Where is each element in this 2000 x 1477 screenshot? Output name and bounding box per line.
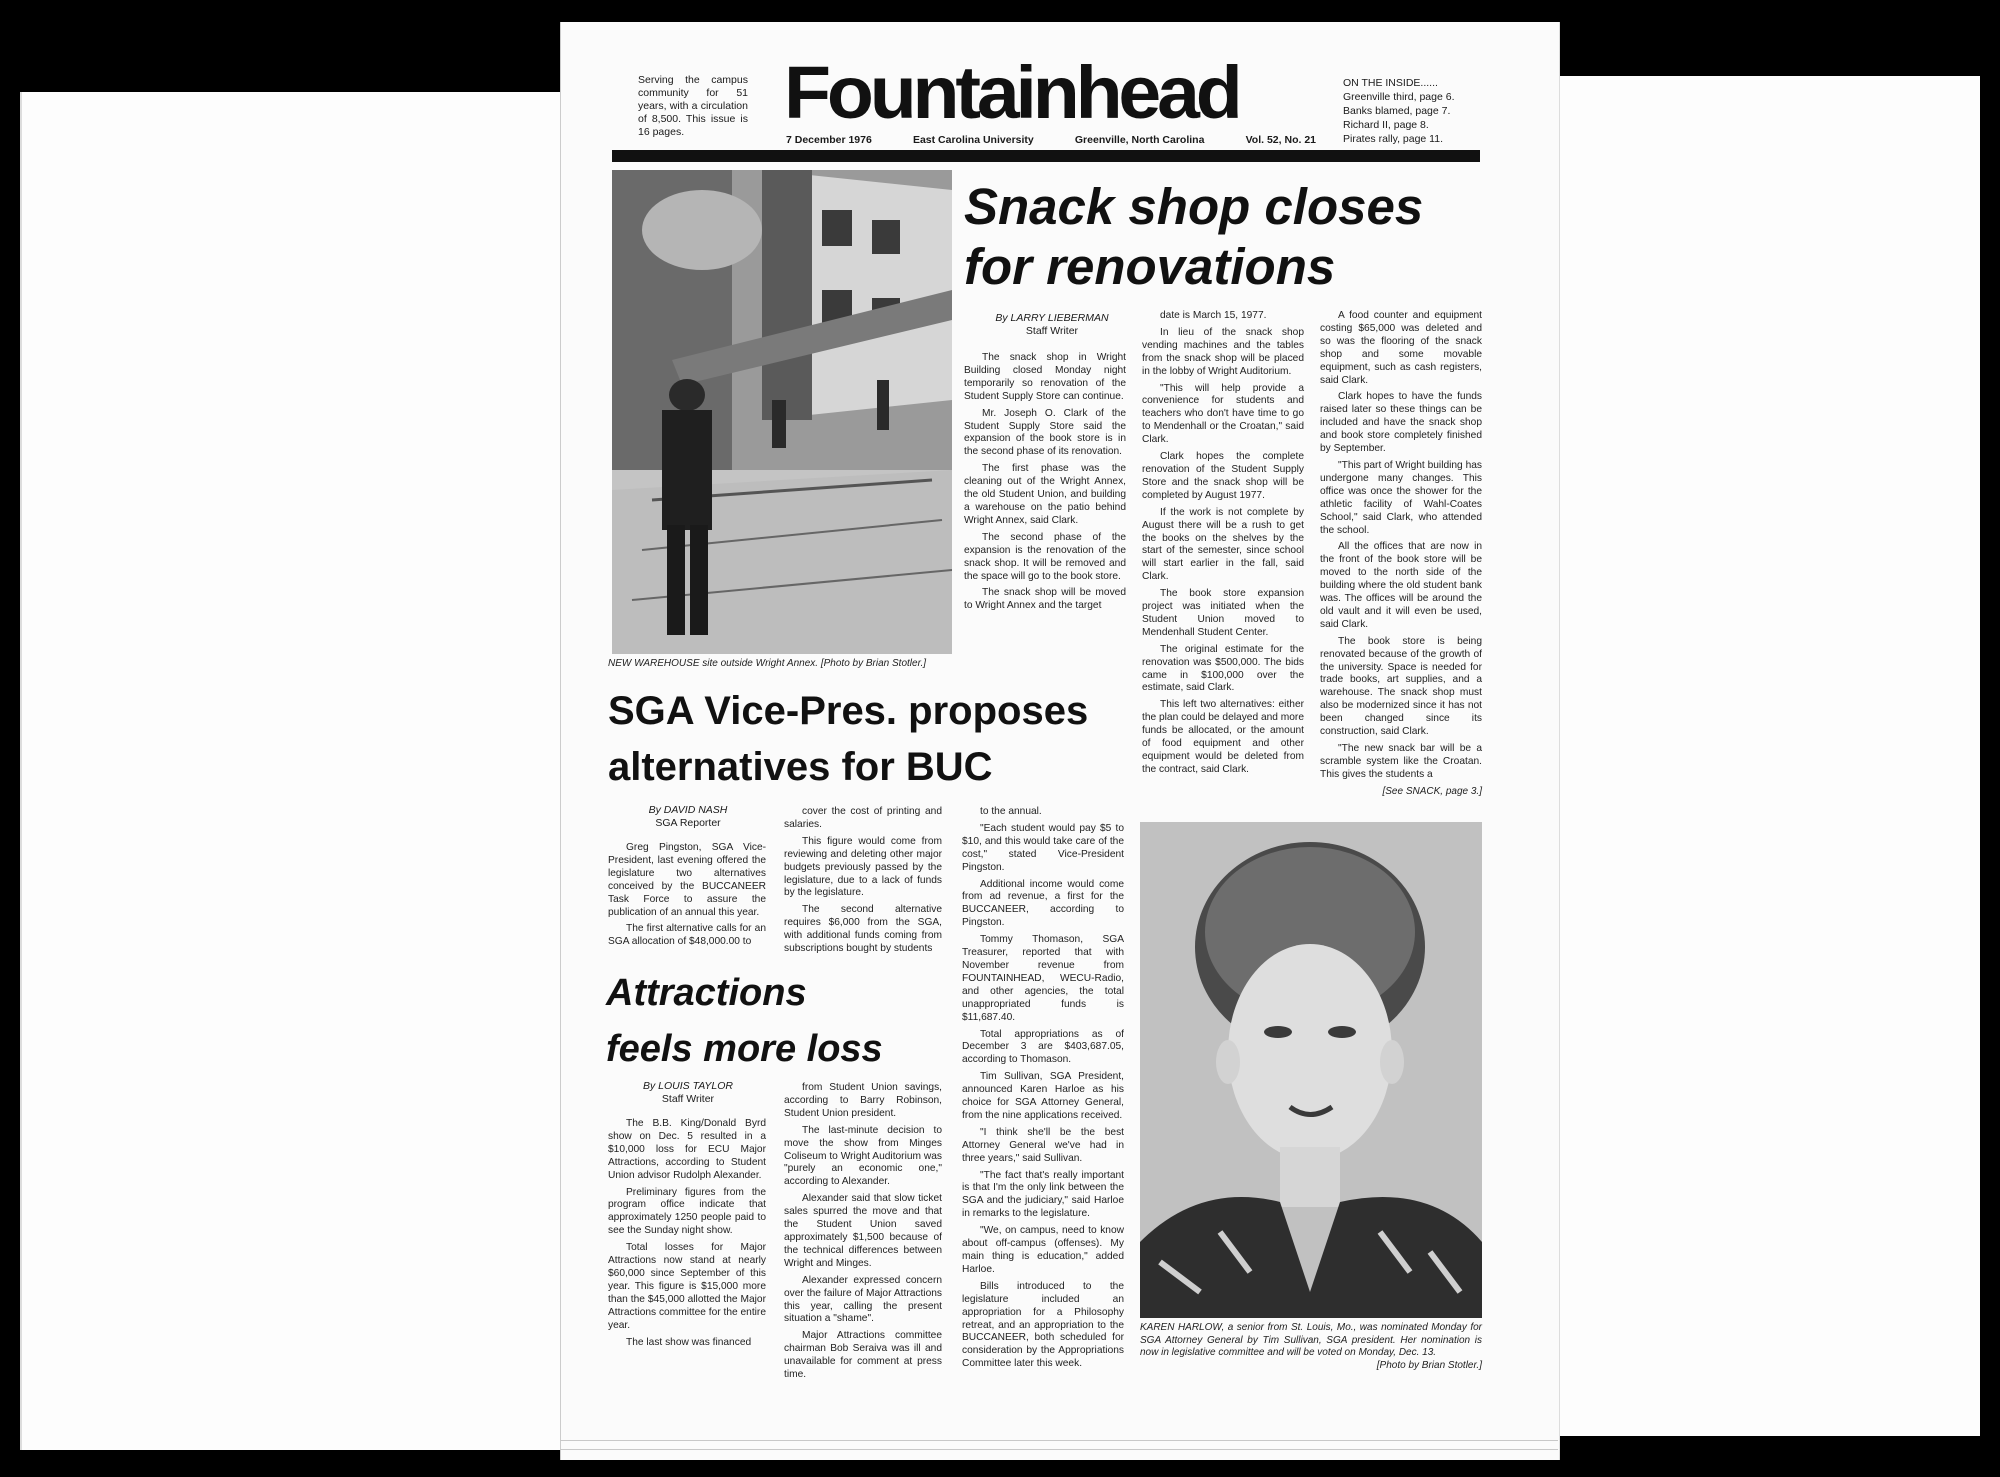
attractions-headline-line2: feels more loss <box>606 1028 883 1070</box>
background-sheet-right <box>1540 76 1980 1436</box>
construction-photo-art <box>612 170 952 654</box>
paragraph: The book store expansion project was initiated when the Student Union moved to Mendenhall Student Center. <box>1142 588 1304 638</box>
sga-headline-line2: alternatives for BUC <box>608 745 993 789</box>
byline-role: Staff Writer <box>1025 325 1079 337</box>
paragraph: In lieu of the snack shop vending machines and the tables from the snack shop will be placed in the lobby of Wright Auditorium. <box>1142 326 1304 377</box>
sga-column-2 <box>784 806 942 960</box>
paragraph: This left two alternatives: either the plan could be delayed and more funds be allocated, or the amount of food equipment and other equipment would be deleted from the contract, said Clark. <box>1142 699 1304 775</box>
paragraph: A food counter and equipment costing $65,000 was deleted and so was the flooring of the snack shop and some movable equipment, such as cash registers, said Clark. <box>1320 310 1482 386</box>
paragraph: The snack shop will be moved to Wright Annex and the target <box>964 587 1126 612</box>
snack-column-1 <box>964 352 1126 617</box>
paragraph: "The fact that's really important is that I'm the only link between the SGA and the judiciary," said Harloe in remarks to the legislature. <box>962 1169 1124 1220</box>
snack-headline-line1: Snack shop closes <box>964 178 1424 235</box>
paragraph: All the offices that are now in the front of the book store will be moved to the north side of the building where the old student bank was. The offices will be around the old vault and it will even be used, said Clark. <box>1320 541 1482 630</box>
sga-headline-line1: SGA Vice-Pres. proposes <box>608 689 1089 733</box>
construction-photo <box>612 170 952 654</box>
paragraph: If the work is not complete by August there will be a rush to get the books on the shelves by the start of the semester, since school will start earlier in the fall, said Clark. <box>1142 506 1304 583</box>
paragraph: This figure would come from reviewing and deleting other major budgets previously passed by the legislature, due to a lack of funds by the legislature. <box>784 835 942 899</box>
paragraph: "I think she'll be the best Attorney General we've had in three years," said Sullivan. <box>962 1126 1124 1164</box>
snack-byline <box>972 312 1132 338</box>
paragraph: "We, on campus, need to know about off-campus (offenses). My main thing is education," added Harloe. <box>962 1225 1124 1275</box>
masthead-blurb: Serving the campus community for 51 years, with a circulation of 8,500. This issue is 16 pages. <box>638 74 748 138</box>
snack-column-3 <box>1320 310 1482 798</box>
attractions-column-2 <box>784 1082 942 1386</box>
paragraph: Tim Sullivan, SGA President, announced Karen Harloe as his choice for SGA Attorney General, from the nine applications received. <box>962 1071 1124 1121</box>
paragraph: The last-minute decision to move the show from Minges Coliseum to Wright Auditorium was "purely an economic one," according to Alexander. <box>784 1124 942 1188</box>
paragraph: from Student Union savings, according to Barry Robinson, Student Union president. <box>784 1082 942 1119</box>
inside-item: Banks blamed, page 7. <box>1343 105 1451 117</box>
volume-number: Vol. 52, No. 21 <box>1245 134 1316 146</box>
paragraph: The original estimate for the renovation was $500,000. The bids came in $100,000 over the estimate, said Clark. <box>1142 643 1304 694</box>
paragraph: Tommy Thomason, SGA Treasurer, reported that with November revenue from FOUNTAINHEAD, WECU-Radio, and other agencies, the total unappropriated funds is $11,687.40. <box>962 934 1124 1023</box>
portrait-photo-art <box>1140 822 1482 1318</box>
paragraph: Alexander expressed concern over the failure of Major Attractions this year, calling the present situation a "shame". <box>784 1274 942 1325</box>
byline-role: Staff Writer <box>661 1093 715 1105</box>
paragraph: cover the cost of printing and salaries. <box>784 806 942 830</box>
snack-jump-line: [See SNACK, page 3.] <box>1382 785 1482 797</box>
paragraph: Total losses for Major Attractions now stand at nearly $60,000 since September of this year. This figure is $15,000 more than the $45,000 allotted the Major Attractions committee for the entire year. <box>608 1242 766 1331</box>
page-edge <box>560 1449 1558 1450</box>
paragraph: to the annual. <box>980 806 1042 817</box>
masthead-title: Fountainhead <box>784 51 1239 134</box>
paragraph: The B.B. King/Donald Byrd show on Dec. 5 resulted in a $10,000 loss for ECU Major Attractions, according to Student Union advisor Rudolph Alexander. <box>608 1118 766 1181</box>
inside-item: Greenville third, page 6. <box>1343 91 1455 103</box>
byline-name: By LOUIS TAYLOR <box>642 1080 734 1092</box>
paragraph: Mr. Joseph O. Clark of the Student Supply Store said the expansion of the book store is in the second phase of its renovation. <box>964 407 1126 458</box>
byline-name: By LARRY LIEBERMAN <box>995 312 1109 324</box>
paragraph: Clark hopes the complete renovation of the Student Supply Store and the snack shop will be completed by August 1977. <box>1142 451 1304 501</box>
university-name: East Carolina University <box>912 134 1034 146</box>
paragraph: "Each student would pay $5 to $10, and this would take care of the cost," stated Vice-President Pingston. <box>962 822 1124 873</box>
dateline <box>786 134 1316 146</box>
paragraph: Additional income would come from ad revenue, a first for the BUCCANEER, according to Pingston. <box>962 878 1124 929</box>
sga-column-3 <box>962 806 1124 1375</box>
paragraph: Total appropriations as of December 3 are $403,687.05, according to Thomason. <box>962 1028 1124 1066</box>
paragraph: The last show was financed <box>626 1336 752 1348</box>
inside-index <box>1343 76 1483 146</box>
paragraph: The first alternative calls for an SGA allocation of $48,000.00 to <box>608 923 766 948</box>
paragraph: "This will help provide a convenience for students and teachers who don't have time to go to Mendenhall or the Croatan," said Clark. <box>1142 382 1304 446</box>
byline-role: SGA Reporter <box>655 817 721 829</box>
portrait-photo <box>1140 822 1482 1318</box>
photo-credit: [Photo by Brian Stotler.] <box>1376 1359 1482 1371</box>
paragraph: "The new snack bar will be a scramble system like the Croatan. This gives the students a <box>1320 743 1482 780</box>
caption-text: KAREN HARLOW, a senior from St. Louis, Mo., was nominated Monday for SGA Attorney General by Tim Sullivan, SGA president. Her nomination is now in legislative committee and will be voted on Monday, Dec. 13. <box>1140 1322 1482 1358</box>
paragraph: date is March 15, 1977. <box>1160 310 1267 321</box>
paragraph: "This part of Wright building has undergone many changes. This office was once the shower for the athletic facility of Wahl-Coates School," said Clark, who attended the school. <box>1320 459 1482 536</box>
snack-headline-line2: for renovations <box>964 238 1336 295</box>
inside-item: Richard II, page 8. <box>1343 119 1429 131</box>
paragraph: The book store is being renovated because of the growth of the university. Space is needed for trade books, art supplies, and a warehouse. The snack shop must also be modernized since it has not been changed since its construction, said Clark. <box>1320 635 1482 738</box>
paragraph: Greg Pingston, SGA Vice-President, last evening offered the legislature two alternatives conceived by the BUCCANEER Task Force to assure the publication of an annual this year. <box>608 842 766 918</box>
background-sheet-left <box>20 92 620 1450</box>
paragraph: The second alternative requires $6,000 from the SGA, with additional funds coming from subscriptions bought by students <box>784 904 942 955</box>
portrait-photo-caption <box>1140 1322 1482 1372</box>
byline-name: By DAVID NASH <box>648 804 728 816</box>
paragraph: The second phase of the expansion is the renovation of the snack shop. It will be removed and the space will go to the book store. <box>964 531 1126 582</box>
paragraph: Alexander said that slow ticket sales spurred the move and that the Student Union saved approximately $1,500 because of the technical differences between Wright and Minges. <box>784 1193 942 1269</box>
sga-byline <box>616 804 760 830</box>
location: Greenville, North Carolina <box>1074 134 1205 146</box>
inside-item: Pirates rally, page 11. <box>1343 133 1443 145</box>
snack-column-2 <box>1142 310 1304 781</box>
paragraph: Bills introduced to the legislature included an appropriation for a Philosophy retreat, and an appropriation to the BUCCANEER, both scheduled for consideration by the Appropriations Committee later this week. <box>962 1280 1124 1370</box>
paragraph: Major Attractions committee chairman Bob Seraiva was ill and unavailable for comment at press time. <box>784 1330 942 1381</box>
paragraph: Preliminary figures from the program office indicate that approximately 1250 people paid to see the Sunday night show. <box>608 1186 766 1237</box>
attractions-byline <box>616 1080 760 1106</box>
sga-column-1 <box>608 842 766 953</box>
construction-photo-caption: NEW WAREHOUSE site outside Wright Annex. [Photo by Brian Stotler.] <box>608 658 927 669</box>
page-edge <box>560 1440 1558 1441</box>
masthead-rule <box>612 150 1480 162</box>
paragraph: The first phase was the cleaning out of the Wright Annex, the old Student Union, and building a warehouse on the patio behind Wright Annex, said Clark. <box>964 463 1126 526</box>
inside-title: ON THE INSIDE...... <box>1343 77 1438 89</box>
paragraph: Clark hopes to have the funds raised later so these things can be included and have the snack shop and book store completely finished by September. <box>1320 391 1482 455</box>
paragraph: The snack shop in Wright Building closed Monday night temporarily so renovation of the Student Supply Store can continue. <box>964 352 1126 402</box>
issue-date: 7 December 1976 <box>786 134 872 146</box>
attractions-headline-line1: Attractions <box>606 972 807 1014</box>
attractions-column-1 <box>608 1118 766 1353</box>
